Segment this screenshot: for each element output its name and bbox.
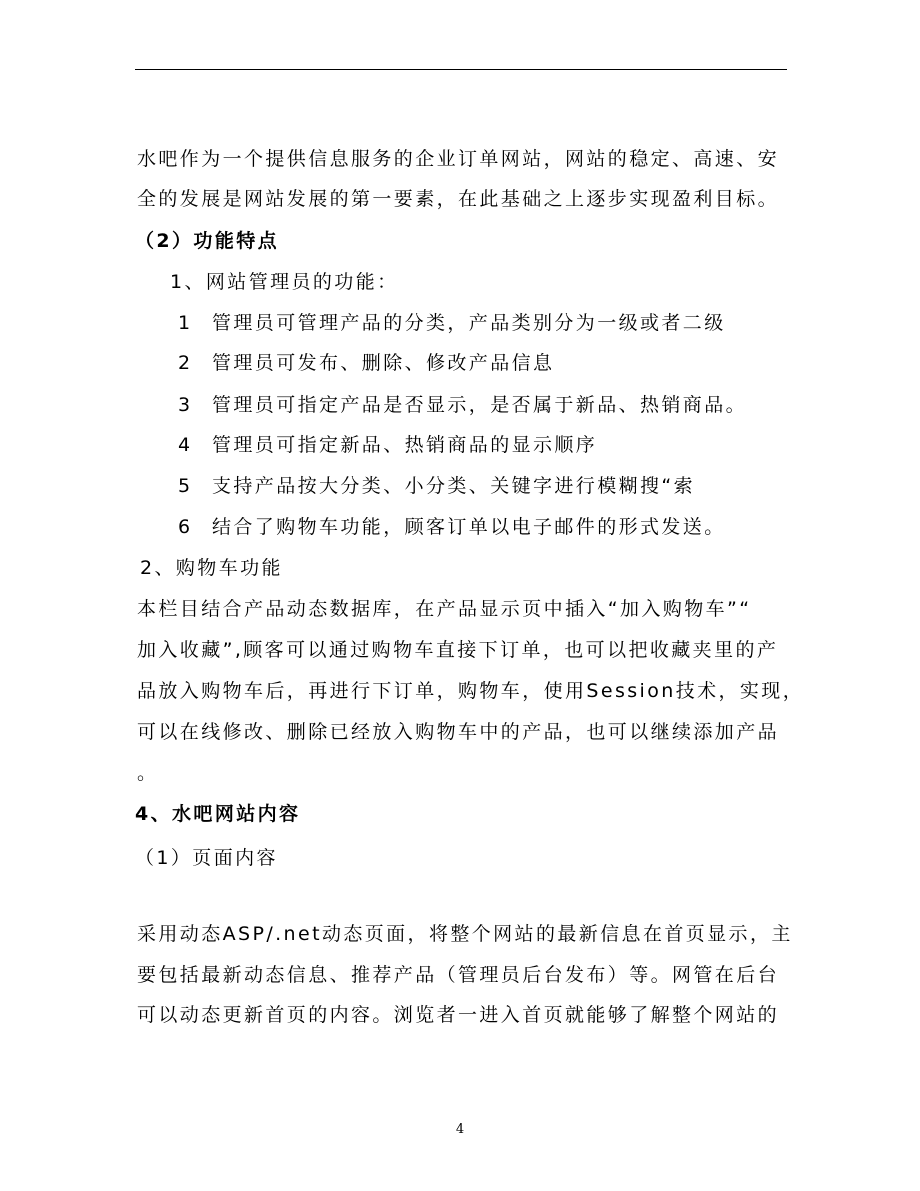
- list-item-number: 1: [178, 312, 193, 334]
- page-number: 4: [455, 1122, 465, 1137]
- intro-line-1: 水吧作为一个提供信息服务的企业订单网站，网站的稳定、高速、安: [137, 148, 780, 170]
- subsection-heading-page-content: （1）页面内容: [135, 847, 278, 869]
- cart-paragraph-line-2: 加入收藏”,顾客可以通过购物车直接下订单，也可以把收藏夹里的产: [137, 639, 779, 661]
- list-item-number: 4: [178, 434, 193, 456]
- list-item: [178, 393, 747, 417]
- list-item-text: 管理员可指定新品、热销商品的显示顺序: [212, 434, 598, 456]
- list-item-text: 管理员可指定产品是否显示，是否属于新品、热销商品。: [212, 394, 748, 416]
- page-content-line-2: 要包括最新动态信息、推荐产品（管理员后台发布）等。网管在后台: [137, 964, 780, 986]
- page-content-line-3: 可以动态更新首页的内容。浏览者一进入首页就能够了解整个网站的: [137, 1004, 780, 1026]
- list-item: [178, 311, 726, 335]
- list-item-number: 3: [178, 394, 193, 416]
- intro-line-2: 全的发展是网站发展的第一要素，在此基础之上逐步实现盈利目标。: [137, 188, 780, 210]
- list-item-number: 5: [178, 475, 193, 497]
- section-heading-site-content: 4、水吧网站内容: [135, 803, 301, 825]
- list-item-text: 管理员可管理产品的分类，产品类别分为一级或者二级: [212, 312, 726, 334]
- cart-paragraph-line-5: 。: [137, 762, 159, 784]
- list-item: [178, 515, 726, 539]
- list-item-text: 结合了购物车功能，顾客订单以电子邮件的形式发送。: [212, 516, 726, 538]
- cart-functions-title: 2、购物车功能: [140, 557, 283, 579]
- admin-functions-title: 1、网站管理员的功能：: [170, 271, 399, 293]
- list-item: [178, 351, 554, 375]
- section-heading-features: （2）功能特点: [135, 230, 280, 252]
- cart-paragraph-line-3: 品放入购物车后，再进行下订单，购物车，使用Session技术，实现，: [137, 680, 805, 702]
- list-item: [178, 433, 597, 457]
- header-rule: [135, 69, 787, 70]
- list-item-text: 管理员可发布、删除、修改产品信息: [212, 352, 555, 374]
- list-item-number: 2: [178, 352, 193, 374]
- list-item: [178, 474, 695, 498]
- list-item-number: 6: [178, 516, 193, 538]
- list-item-text: 支持产品按大分类、小分类、关键字进行模糊搜“索: [212, 475, 696, 497]
- cart-paragraph-line-1: 本栏目结合产品动态数据库，在产品显示页中插入“加入购物车”“: [137, 598, 752, 620]
- page-content-line-1: 采用动态ASP/.net动态页面，将整个网站的最新信息在首页显示，主: [137, 923, 793, 945]
- cart-paragraph-line-4: 可以在线修改、删除已经放入购物车中的产品，也可以继续添加产品: [137, 721, 780, 743]
